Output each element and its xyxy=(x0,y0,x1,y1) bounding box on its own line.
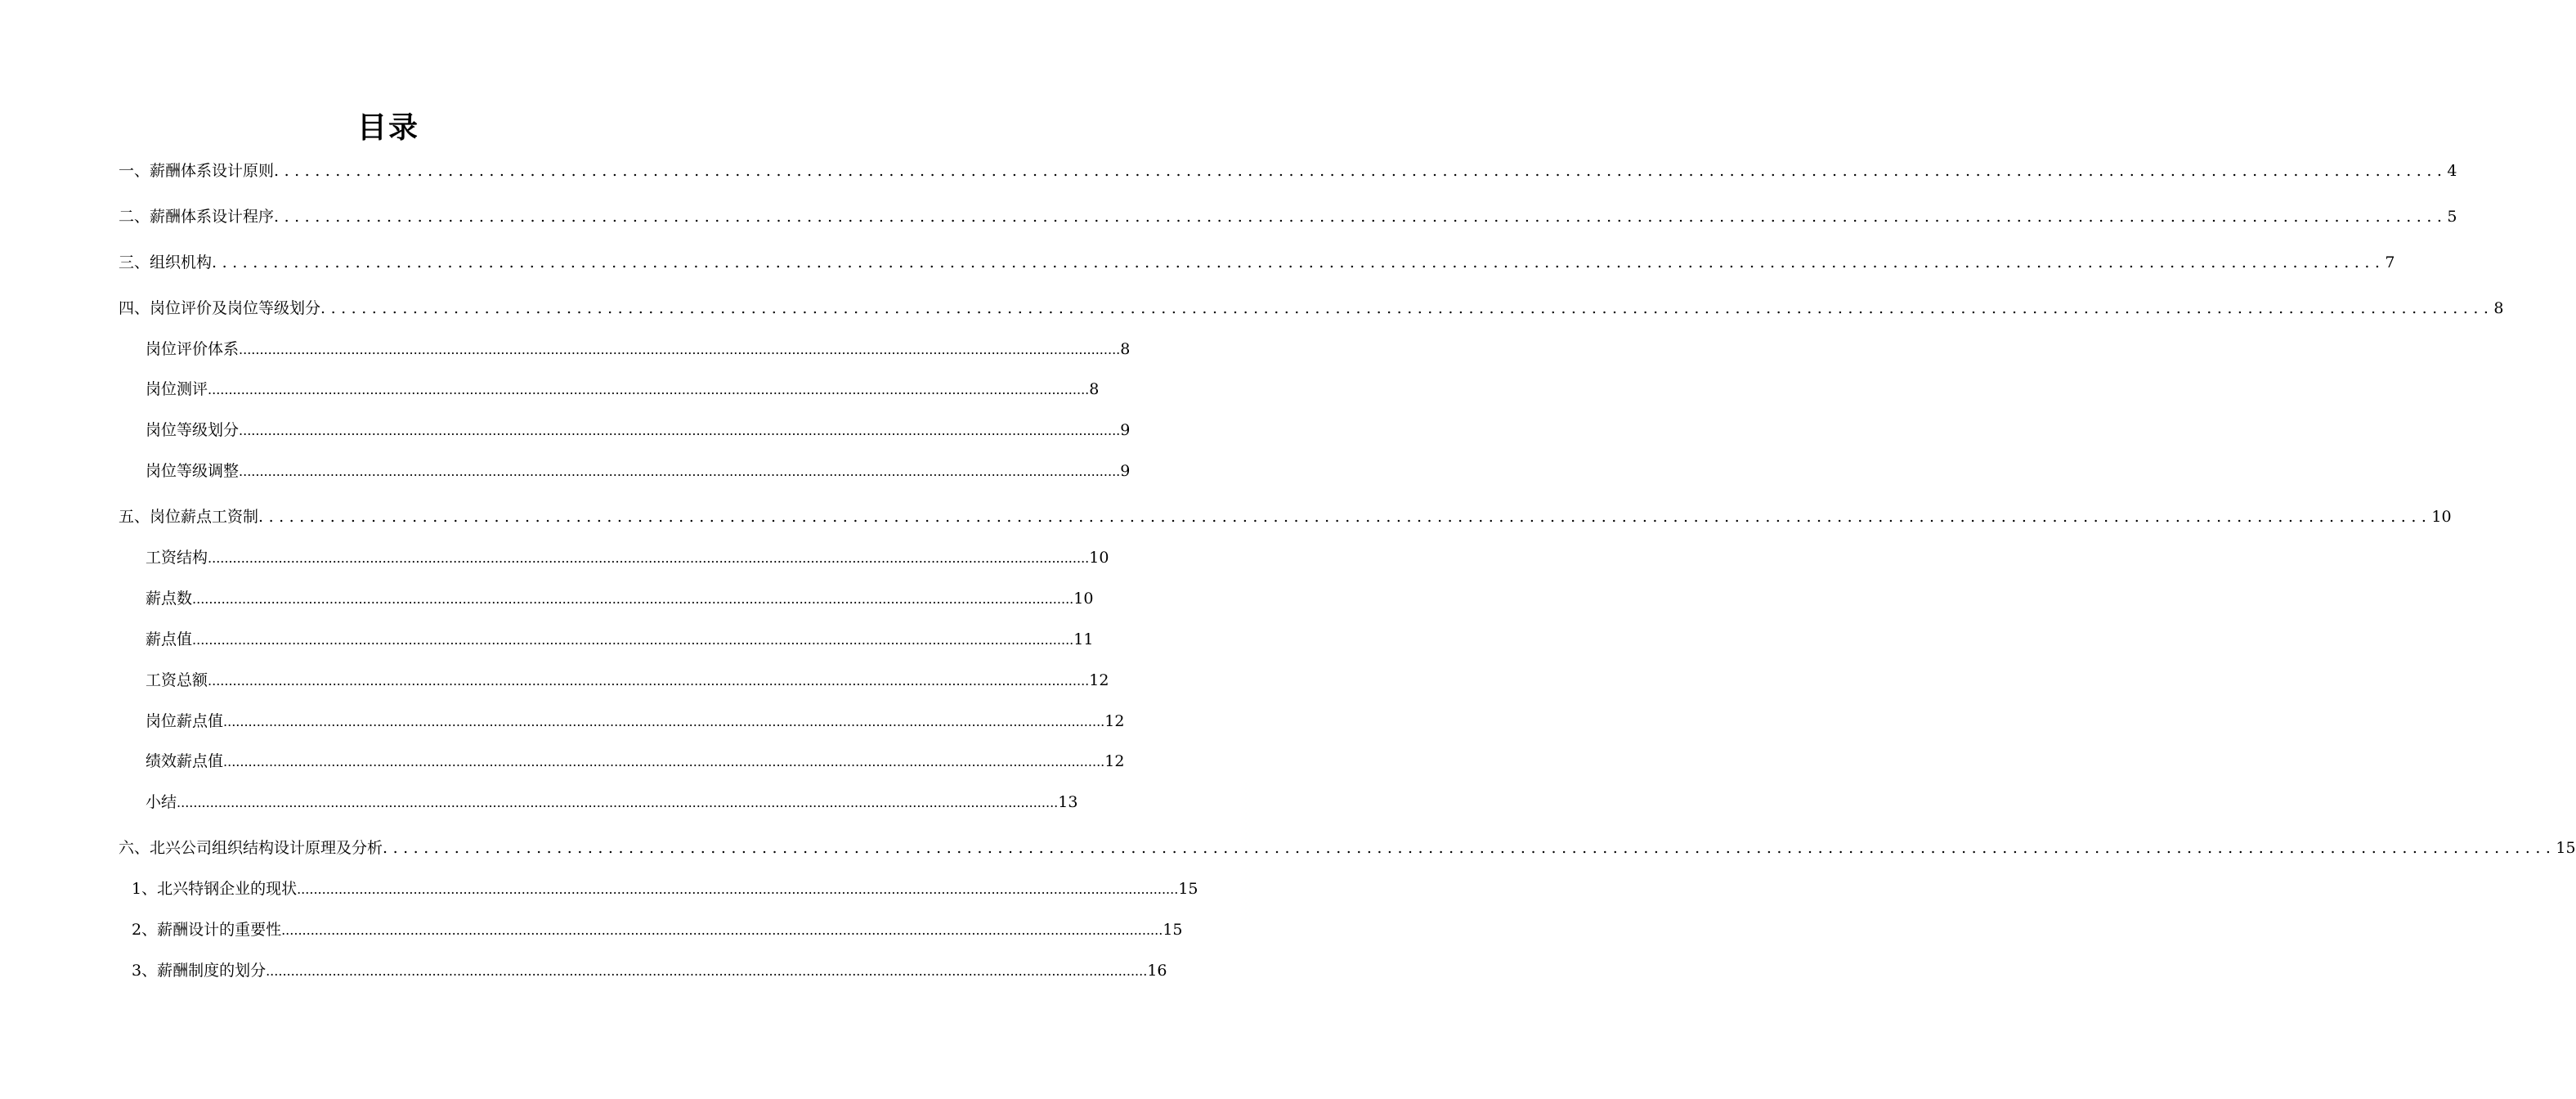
toc-entry-4-1[interactable] xyxy=(146,337,1131,359)
dot-leader: .................................................................................................................................................................................................................... xyxy=(274,162,2448,180)
entry-label: 岗位等级调整 xyxy=(146,462,240,480)
entry-page: 12 xyxy=(1104,752,1125,770)
entry-label: 岗位等级划分 xyxy=(146,421,240,439)
entry-label: 北兴公司组织结构设计原理及分析 xyxy=(150,839,383,857)
dot-leader: .................................................................................................................................................................................................................... xyxy=(239,423,1121,438)
entry-page: 4 xyxy=(2447,162,2457,180)
entry-page: 10 xyxy=(1089,549,1109,567)
entry-page: 9 xyxy=(1120,462,1131,480)
toc-entry-4-4[interactable] xyxy=(146,459,1131,481)
toc-entry-5-3[interactable] xyxy=(146,627,1094,649)
toc-entry-4-3[interactable] xyxy=(146,418,1131,440)
entry-label: 岗位薪点值 xyxy=(146,712,224,730)
entry-number: 一、 xyxy=(119,162,150,180)
toc-entry-5-4[interactable] xyxy=(146,668,1109,690)
entry-page: 11 xyxy=(1073,630,1094,648)
entry-page: 5 xyxy=(2447,208,2457,226)
entry-page: 10 xyxy=(2431,508,2452,526)
dot-leader: .................................................................................................................................................................................................................... xyxy=(383,839,2556,857)
entry-number: 六、 xyxy=(119,839,150,857)
dot-leader: .................................................................................................................................................................................................................... xyxy=(192,591,1074,607)
dot-leader: .................................................................................................................................................................................................................... xyxy=(320,299,2494,317)
toc-entry-1[interactable] xyxy=(119,159,2457,181)
entry-page: 8 xyxy=(2493,299,2504,317)
entry-number: 五、 xyxy=(119,508,150,526)
entry-page: 8 xyxy=(1089,380,1100,398)
dot-leader: .................................................................................................................................................................................................................... xyxy=(208,550,1090,566)
dot-leader: .................................................................................................................................................................................................................... xyxy=(297,881,1179,897)
dot-leader: .................................................................................................................................................................................................................... xyxy=(208,382,1090,397)
toc-entry-5-6[interactable] xyxy=(146,749,1125,771)
dot-leader: .................................................................................................................................................................................................................... xyxy=(208,673,1090,689)
toc-entry-4-2[interactable] xyxy=(146,377,1100,399)
entry-page: 16 xyxy=(1147,962,1167,980)
entry-label: 3、薪酬制度的划分 xyxy=(132,962,267,980)
entry-label: 工资总额 xyxy=(146,671,208,689)
entry-label: 岗位薪点工资制 xyxy=(150,508,259,526)
entry-label: 绩效薪点值 xyxy=(146,752,224,770)
toc-entry-2[interactable] xyxy=(119,204,2457,227)
entry-page: 12 xyxy=(1089,671,1109,689)
entry-label: 薪酬体系设计原则 xyxy=(150,162,275,180)
entry-label: 工资结构 xyxy=(146,549,208,567)
toc-entry-5-1[interactable] xyxy=(146,545,1109,567)
toc-entry-4[interactable] xyxy=(119,296,2504,318)
toc-entry-5-5[interactable] xyxy=(146,709,1125,731)
entry-label: 岗位评价体系 xyxy=(146,340,240,358)
entry-page: 15 xyxy=(1178,880,1198,898)
entry-label: 薪点数 xyxy=(146,590,193,608)
dot-leader: .................................................................................................................................................................................................................... xyxy=(192,632,1074,648)
dot-leader: .................................................................................................................................................................................................................... xyxy=(212,253,2386,271)
entry-label: 1、北兴特钢企业的现状 xyxy=(132,880,298,898)
entry-label: 岗位测评 xyxy=(146,380,208,398)
entry-number: 二、 xyxy=(119,208,150,226)
dot-leader: .................................................................................................................................................................................................................... xyxy=(177,795,1059,810)
toc-entry-3[interactable] xyxy=(119,250,2395,272)
entry-page: 9 xyxy=(1120,421,1131,439)
toc-title: 目录 xyxy=(356,111,419,145)
entry-label: 小结 xyxy=(146,793,177,811)
entry-page: 15 xyxy=(2556,839,2576,857)
dot-leader: .................................................................................................................................................................................................................... xyxy=(223,714,1105,729)
entry-page: 7 xyxy=(2385,253,2395,271)
entry-label: 薪酬体系设计程序 xyxy=(150,208,275,226)
entry-page: 10 xyxy=(1073,590,1094,608)
toc-entry-5-2[interactable] xyxy=(146,586,1094,608)
toc-entry-5[interactable] xyxy=(119,505,2452,527)
entry-page: 8 xyxy=(1120,340,1131,358)
dot-leader: .................................................................................................................................................................................................................... xyxy=(223,754,1105,769)
dot-leader: .................................................................................................................................................................................................................... xyxy=(239,464,1121,479)
entry-number: 四、 xyxy=(119,299,150,317)
entry-label: 薪点值 xyxy=(146,630,193,648)
entry-page: 15 xyxy=(1163,921,1183,939)
toc-entry-6-1[interactable] xyxy=(132,877,1198,899)
dot-leader: .................................................................................................................................................................................................................... xyxy=(258,508,2432,526)
entry-page: 13 xyxy=(1058,793,1078,811)
dot-leader: .................................................................................................................................................................................................................... xyxy=(274,208,2448,226)
entry-page: 12 xyxy=(1104,712,1125,730)
toc-entry-6[interactable] xyxy=(119,836,2576,858)
dot-leader: .................................................................................................................................................................................................................... xyxy=(281,922,1163,938)
toc-entry-6-3[interactable] xyxy=(132,958,1167,980)
dot-leader: .................................................................................................................................................................................................................... xyxy=(266,963,1148,979)
toc-entry-6-2[interactable] xyxy=(132,917,1183,940)
entry-number: 三、 xyxy=(119,253,150,271)
toc-entry-5-7[interactable] xyxy=(146,790,1078,812)
entry-label: 组织机构 xyxy=(150,253,213,271)
entry-label: 岗位评价及岗位等级划分 xyxy=(150,299,321,317)
dot-leader: .................................................................................................................................................................................................................... xyxy=(239,342,1121,357)
entry-label: 2、薪酬设计的重要性 xyxy=(132,921,282,939)
